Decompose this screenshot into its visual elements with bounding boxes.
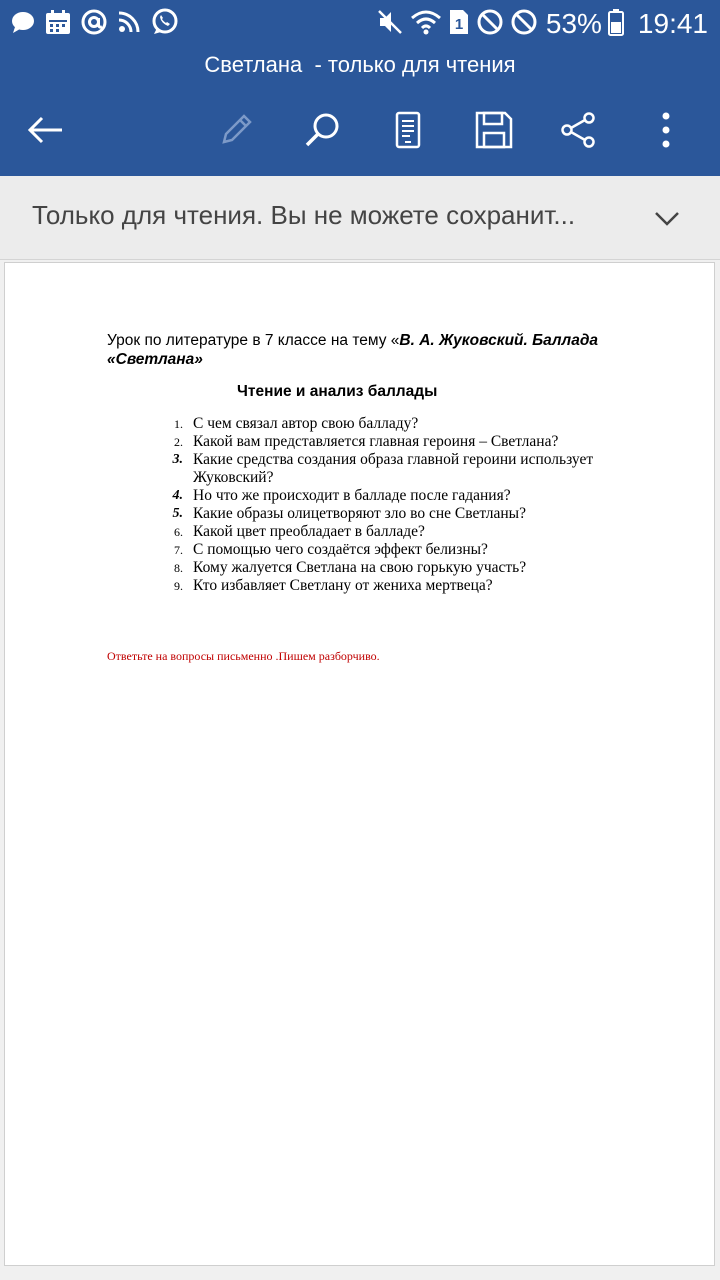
mute-icon xyxy=(376,8,404,41)
back-button[interactable] xyxy=(16,100,76,160)
whatsapp-icon xyxy=(150,7,180,42)
list-item xyxy=(107,505,627,523)
list-item xyxy=(107,577,627,595)
list-item xyxy=(107,559,627,577)
list-item xyxy=(107,487,627,505)
edit-pencil-icon xyxy=(216,110,256,150)
edit-button[interactable] xyxy=(206,100,266,160)
question-number: 9. xyxy=(174,579,183,593)
read-only-message: Только для чтения. Вы не можете сохранит... xyxy=(32,200,576,230)
list-item xyxy=(107,433,627,451)
share-button[interactable] xyxy=(549,100,609,160)
svg-text:1: 1 xyxy=(454,15,464,33)
mobile-view-button[interactable] xyxy=(378,100,438,160)
intro-topic: В. А. Жуковский. Баллада «Светлана» xyxy=(107,332,599,368)
mobile-view-icon xyxy=(388,110,428,150)
notification-icons xyxy=(10,8,180,40)
at-sign-icon xyxy=(80,8,108,41)
share-icon xyxy=(559,110,599,150)
sim-1-icon xyxy=(448,8,470,41)
app-bar xyxy=(0,0,720,176)
blocked-icon xyxy=(510,8,538,41)
question-text: Какие средства создания образа главной героини использует Жуковский? xyxy=(193,451,594,486)
more-options-icon xyxy=(646,110,686,150)
question-text: Какой вам представляется главная героиня – Светлана? xyxy=(193,433,559,450)
battery-percent: 53% xyxy=(545,8,602,39)
save-icon xyxy=(474,110,514,150)
list-item xyxy=(107,451,627,487)
list-item xyxy=(107,523,627,541)
document-page[interactable] xyxy=(4,262,715,1266)
chat-bubble-icon xyxy=(10,9,36,40)
document-body xyxy=(107,331,627,664)
question-number: 5. xyxy=(172,506,183,521)
calendar-icon xyxy=(44,8,72,41)
question-number: 4. xyxy=(172,488,183,503)
question-list xyxy=(107,415,627,595)
question-text: С помощью чего создаётся эффект белизны? xyxy=(193,541,488,558)
question-text: Кому жалуется Светлана на свою горькую участь? xyxy=(193,559,527,576)
list-item xyxy=(107,415,627,433)
intro-text: Урок по литературе в 7 классе на тему « xyxy=(107,332,400,349)
battery-icon xyxy=(608,8,624,41)
more-options-button[interactable] xyxy=(636,100,696,160)
section-heading: Чтение и анализ баллады xyxy=(237,383,438,400)
question-text: С чем связал автор свою балладу? xyxy=(193,415,419,432)
expand-banner-button[interactable] xyxy=(652,204,682,234)
question-number: 3. xyxy=(172,452,183,467)
toolbar xyxy=(0,100,720,160)
question-text: Какие образы олицетворяют зло во сне Светланы? xyxy=(193,505,526,522)
status-bar xyxy=(0,0,720,48)
back-arrow-icon xyxy=(26,110,66,150)
question-text: Какой цвет преобладает в балладе? xyxy=(193,523,425,540)
question-number: 8. xyxy=(174,561,183,575)
question-number: 7. xyxy=(174,543,183,557)
search-button[interactable] xyxy=(292,100,352,160)
question-text: Но что же происходит в балладе после гадания? xyxy=(193,487,511,504)
rss-icon xyxy=(116,9,142,40)
document-title: Светлана - только для чтения xyxy=(204,52,516,77)
question-number: 1. xyxy=(174,417,183,431)
question-number: 2. xyxy=(174,435,183,449)
read-only-banner[interactable] xyxy=(0,176,720,260)
chevron-down-icon xyxy=(654,211,680,227)
save-button[interactable] xyxy=(464,100,524,160)
instruction-note: Ответьте на вопросы письменно .Пишем разборчиво. xyxy=(107,649,380,663)
question-number: 6. xyxy=(174,525,183,539)
lesson-intro xyxy=(107,331,627,369)
question-text: Кто избавляет Светлану от жениха мертвеца? xyxy=(193,577,493,594)
system-status xyxy=(376,6,708,42)
blocked-icon xyxy=(476,8,504,41)
wifi-icon xyxy=(410,8,442,41)
clock: 19:41 xyxy=(637,8,708,39)
search-icon xyxy=(302,110,342,150)
list-item xyxy=(107,541,627,559)
